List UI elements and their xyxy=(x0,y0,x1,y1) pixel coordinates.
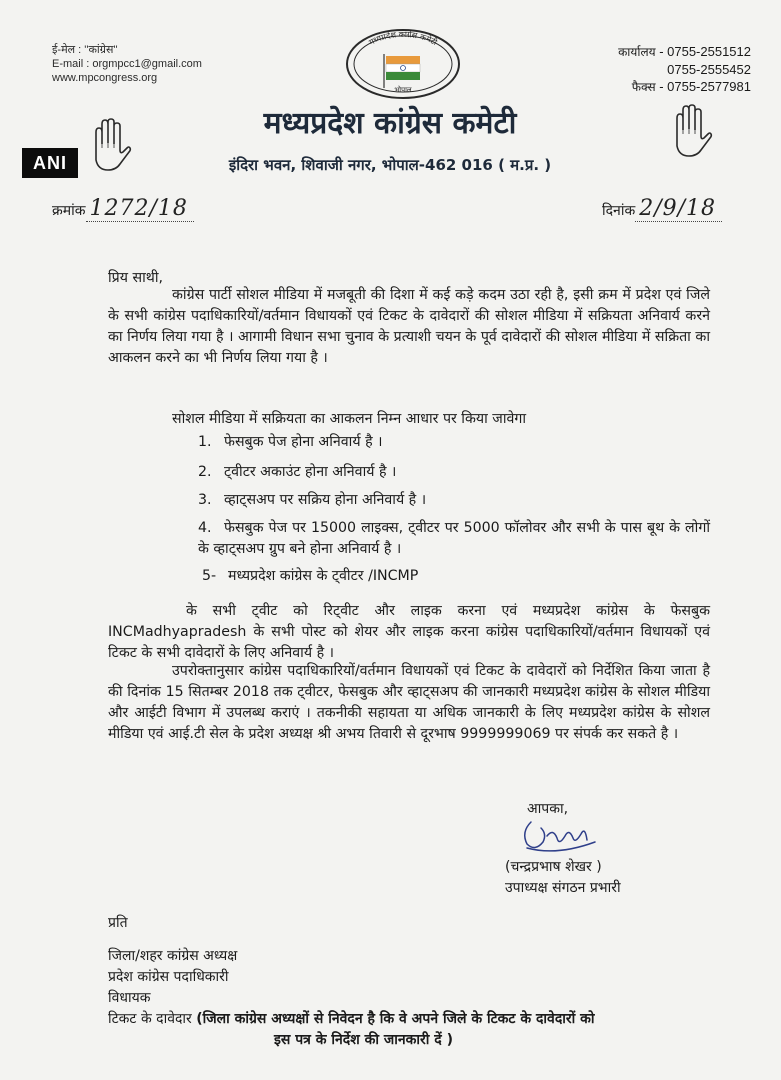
email-hindi: ई-मेल : ''कांग्रेस'' xyxy=(52,44,118,56)
letterhead-title: मध्यप्रदेश कांग्रेस कमेटी xyxy=(263,106,517,141)
congress-seal-logo xyxy=(344,28,462,100)
website: www.mpcongress.org xyxy=(52,72,158,84)
list-item: 4. फेसबुक पेज पर 15000 लाइक्स, ट्वीटर पर 5000 फॉलोवर और सभी के पास बूथ के लोगों के व्हाट्सअप ग्रुप बने होना अनिवार्य है । xyxy=(198,520,710,557)
recipient-note-line-1: (जिला कांग्रेस अध्यक्षों से निवेदन है कि वे अपने जिले के टिकट के दावेदारों को xyxy=(196,1011,595,1027)
recipient-item: जिला/शहर कांग्रेस अध्यक्ष xyxy=(108,948,238,964)
reference-date-value: 2/9/18 xyxy=(639,196,717,221)
paragraph-3: के सभी ट्वीट को रिट्वीट और लाइक करना एवं मध्यप्रदेश कांग्रेस के फेसबुक INCMadhyapradesh के सभी पोस्ट को शेयर और लाइक करना कांग्रेस पदाधिकारियों/वर्तमान विधायकों एवं टिकट के सभी दावेदारों के लिए अनिवार्य है । xyxy=(108,603,710,661)
seal-city: भोपाल xyxy=(394,86,412,94)
office-phone-1: - 0755-2551512 xyxy=(659,44,751,59)
signer-name: (चन्द्रप्रभाष शेखर ) xyxy=(505,859,602,875)
closing: आपका, xyxy=(527,801,569,817)
paragraph-2: सोशल मीडिया में सक्रियता का आकलन निम्न आधार पर किया जावेगा xyxy=(172,411,527,427)
paragraph-1: कांग्रेस पार्टी सोशल मीडिया में मजबूती की दिशा में कई कड़े कदम उठा रही है, इसी क्रम में प्रदेश एवं जिले के सभी कांग्रेस पदाधिकारियों/वर्तमान विधायकों एवं टिकट के दावेदारों की सोशल मीडिया में सक्रियता अनिवार्य करने का निर्णय लिया गया है । आगामी विधान सभा चुनाव के प्रत्याशी चयन के पूर्व दावेदारों की सोशल मीडिया में सक्रिता का आकलन करने का भी निर्णय लिया गया है । xyxy=(108,287,710,366)
contact-left xyxy=(52,43,202,85)
greeting: प्रिय साथी, xyxy=(108,270,164,286)
reference-number-label: क्रमांक xyxy=(52,203,86,219)
reference-number-value: 1272/18 xyxy=(89,196,188,221)
hand-symbol-icon xyxy=(86,118,132,174)
reference-date xyxy=(602,196,722,222)
signature xyxy=(517,812,601,858)
recipient-item: विधायक xyxy=(108,990,151,1006)
signer-title: उपाध्यक्ष संगठन प्रभारी xyxy=(505,880,621,896)
ani-watermark: ANI xyxy=(22,148,78,178)
recipients-label: प्रति xyxy=(108,915,128,931)
paragraph-4: उपरोक्तानुसार कांग्रेस पदाधिकारियों/वर्तमान विधायकों एवं टिकट के दावेदारों को निर्देशित किया जाता है की दिनांक 15 सितम्बर 2018 तक ट्वीटर, फेसबुक और व्हाट्सअप की जानकारी मध्यप्रदेश कांग्रेस के सोशल मीडिया और आईटी विभाग में उपलब्ध कराएं । तकनीकी सहायता या अधिक जानकारी के लिए मध्यप्रदेश कांग्रेस के सोशल मीडिया एवं आई.टी सेल के प्रदेश अध्यक्ष श्री अभय तिवारी से दूरभाष 9999999069 पर संपर्क कर सकते है । xyxy=(108,663,710,742)
reference-number xyxy=(52,196,194,222)
letterhead-address: इंदिरा भवन, शिवाजी नगर, भोपाल-462 016 ( म.प्र. ) xyxy=(228,156,552,174)
list-item: 2. ट्वीटर अकाउंट होना अनिवार्य है । xyxy=(198,464,397,480)
recipient-item-last: टिकट के दावेदार (जिला कांग्रेस अध्यक्षों से निवेदन है कि वे अपने जिले के टिकट के दावेदारों को xyxy=(108,1011,595,1027)
reference-date-label: दिनांक xyxy=(602,203,636,219)
contact-right xyxy=(618,43,751,96)
recipients xyxy=(108,913,594,1051)
office-phone-2: 0755-2555452 xyxy=(667,62,751,77)
office-label: कार्यालय xyxy=(618,45,656,59)
hand-symbol-icon xyxy=(667,104,713,160)
recipient-item: प्रदेश कांग्रेस पदाधिकारी xyxy=(108,969,229,985)
seal-text: मध्यप्रदेश कांग्रेस कमेटी xyxy=(367,29,439,48)
fax-label: फैक्स xyxy=(631,80,656,94)
recipient-note-line-2: इस पत्र के निर्देश की जानकारी दें ) xyxy=(274,1032,453,1048)
list-item: 3. व्हाट्सअप पर सक्रिय होना अनिवार्य है । xyxy=(198,492,427,508)
list-item: 5- मध्यप्रदेश कांग्रेस के ट्वीटर /INCMP xyxy=(202,568,419,584)
svg-text:मध्यप्रदेश कांग्रेस कमेटी xyxy=(367,29,439,47)
fax-number: - 0755-2577981 xyxy=(659,79,751,94)
list-item: 1. फेसबुक पेज होना अनिवार्य है । xyxy=(198,434,383,450)
email-address: E-mail : orgmpcc1@gmail.com xyxy=(52,58,202,70)
signer-block xyxy=(505,857,621,899)
